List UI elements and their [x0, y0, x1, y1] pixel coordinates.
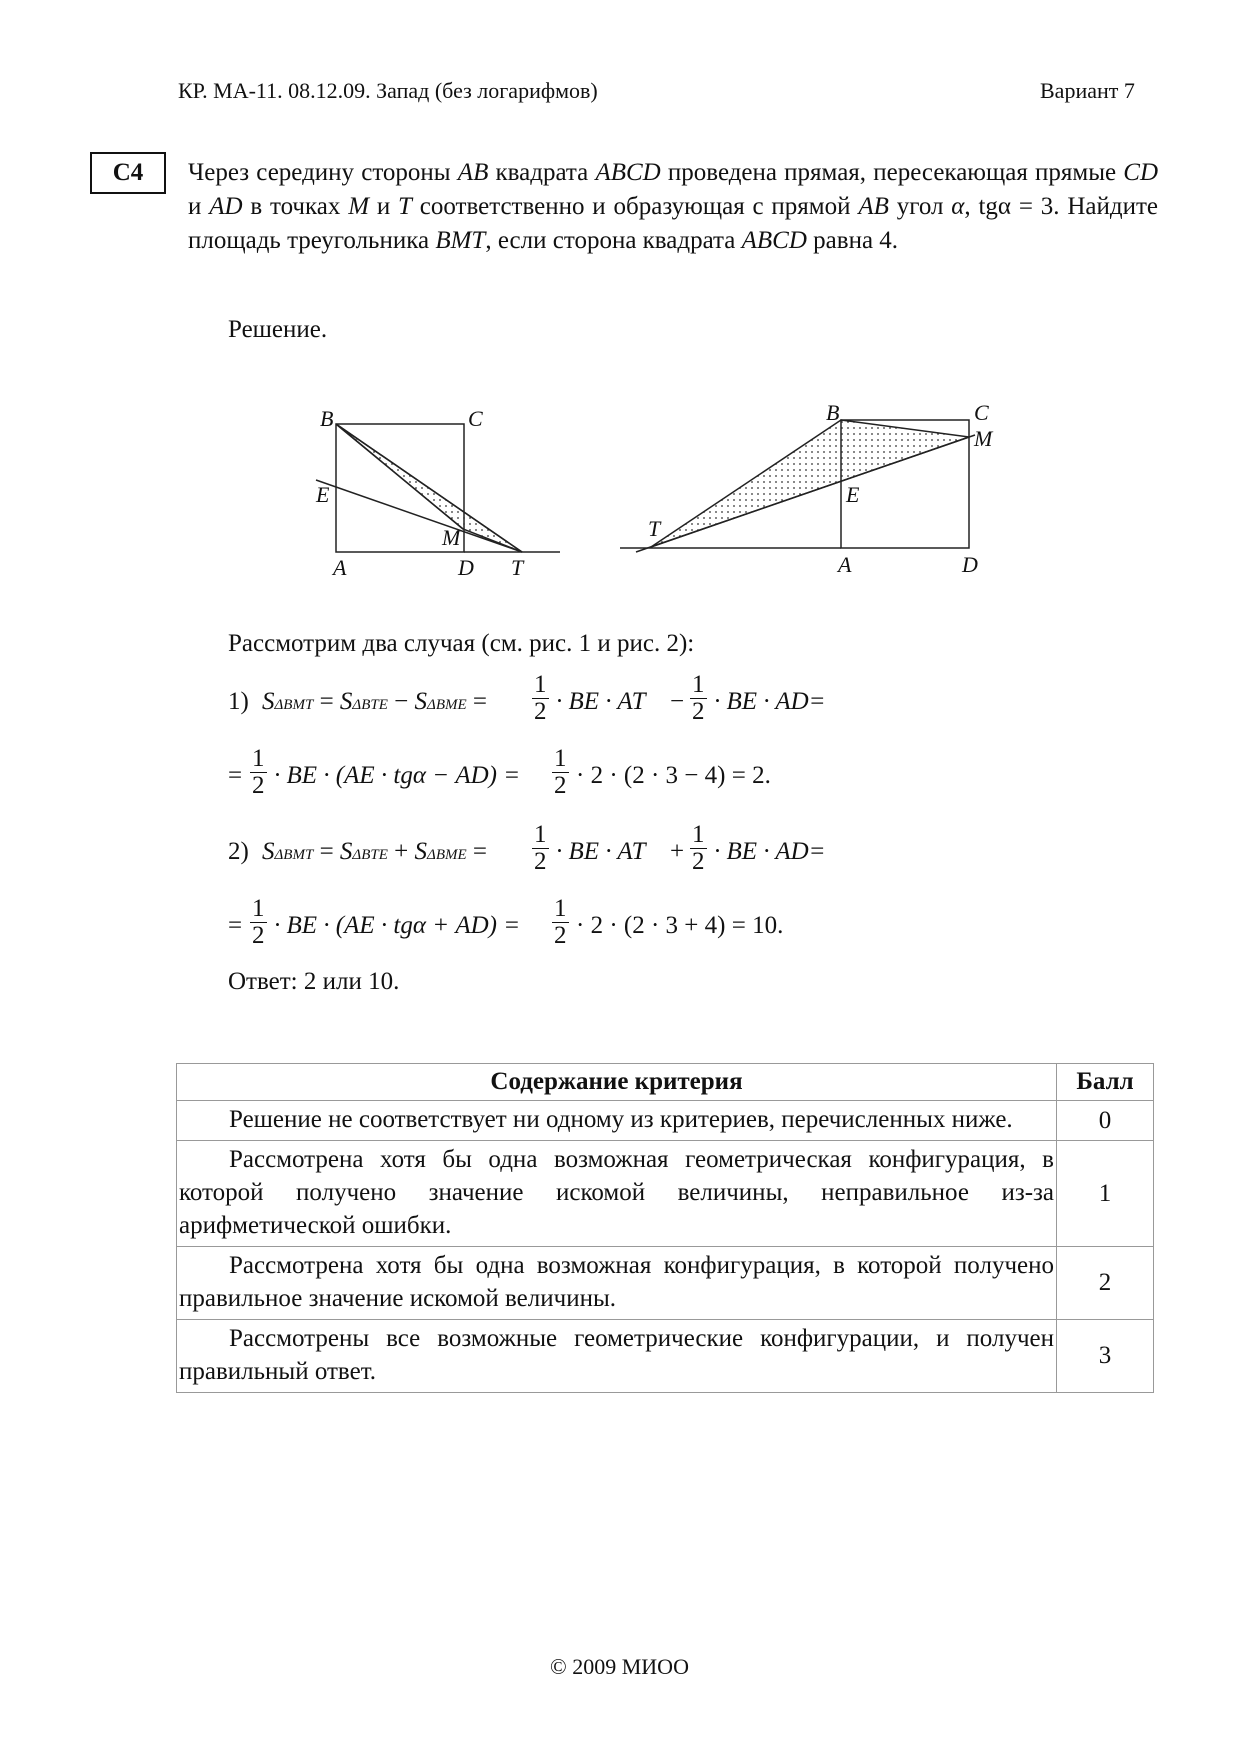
case2-formula-line1: SΔBMT = SΔBTE + SΔBME =	[262, 838, 487, 865]
label-m-fig2: M	[974, 426, 993, 451]
case1-half-3: $\frac{1}{2}$	[252, 745, 265, 799]
answer: Ответ: 2 или 10.	[228, 968, 400, 995]
header-variant: Вариант 7	[1040, 78, 1135, 103]
case1-number: 1)	[228, 688, 249, 715]
cases-intro: Рассмотрим два случая (см. рис. 1 и рис. 2):	[228, 630, 695, 657]
label-t-fig1: T	[511, 555, 524, 580]
solution-label: Решение.	[228, 316, 328, 343]
criteria-score: 3	[1057, 1320, 1154, 1393]
case2-term2: · BE · AD=	[714, 838, 826, 865]
case1-line2-a: · BE · (AE · tgα − AD) =	[274, 762, 521, 789]
case2-half-3: $\frac{1}{2}$	[252, 895, 265, 949]
criteria-header-content: Содержание критерия	[177, 1064, 1057, 1101]
label-b-fig1: B	[320, 406, 334, 431]
label-e-fig2: E	[846, 482, 860, 507]
label-d-fig1: D	[458, 555, 474, 580]
problem-statement: Через серединy стороны AB квадрата ABCD проведена прямая, пересекающая прямые CD и AD в точках M и T соответственно и образующая с прямой AB угол α, tgα = 3. Найдите площадь треугольника BMT, если сторона квадрата ABCD равна 4.	[188, 159, 1159, 254]
table-row	[177, 1247, 1154, 1320]
triangle-bmt-fig2	[651, 420, 969, 547]
label-c-fig1: C	[468, 406, 483, 431]
case2-term1: · BE · AT	[556, 838, 646, 865]
geometry-figures	[0, 390, 1239, 600]
label-b-fig2: B	[826, 400, 840, 425]
case1-eq2: =	[228, 762, 243, 789]
case2-plus: +	[670, 838, 685, 865]
case1-formula-line1: SΔBMT = SΔBTE − SΔBME =	[262, 688, 487, 715]
case2-number: 2)	[228, 838, 249, 865]
criteria-text: Рассмотрена хотя бы одна возможная геометрическая конфигурация, в которой получено значение искомой величины, неправильное из-за арифметической ошибки.	[177, 1141, 1057, 1247]
table-row	[177, 1320, 1154, 1393]
case1-half-1: $\frac{1}{2}$	[534, 671, 547, 725]
header-left: КР. МА-11. 08.12.09. Запад (без логарифмов)	[178, 78, 598, 103]
criteria-header-row	[177, 1064, 1154, 1101]
task-number-box: C4	[90, 152, 166, 194]
label-e-fig1: E	[316, 482, 330, 507]
criteria-table	[176, 1063, 1154, 1393]
criteria-text: Рассмотрена хотя бы одна возможная конфигурация, в которой получено правильное значение искомой величины.	[177, 1247, 1057, 1320]
label-t-fig2: T	[648, 516, 661, 541]
table-row	[177, 1141, 1154, 1247]
case2-line2-b: · 2 · (2 · 3 + 4) = 10.	[576, 912, 784, 939]
criteria-score: 0	[1057, 1101, 1154, 1141]
case1-half-4: $\frac{1}{2}$	[554, 745, 567, 799]
footer-copyright: © 2009 МИОО	[550, 1654, 689, 1679]
case1-line2-b: · 2 · (2 · 3 − 4) = 2.	[576, 762, 771, 789]
case2-half-2: $\frac{1}{2}$	[692, 821, 705, 875]
criteria-score: 1	[1057, 1141, 1154, 1247]
case2-half-4: $\frac{1}{2}$	[554, 895, 567, 949]
label-a-fig1: A	[333, 555, 347, 580]
figure-1	[316, 424, 560, 552]
criteria-header-score: Балл	[1057, 1064, 1154, 1101]
case1-half-2: $\frac{1}{2}$	[692, 671, 705, 725]
criteria-text: Рассмотрены все возможные геометрические конфигурации, и получен правильный ответ.	[177, 1320, 1057, 1393]
case1-term1: · BE · AT	[556, 688, 646, 715]
case2-line2-a: · BE · (AE · tgα + AD) =	[274, 912, 521, 939]
label-m-fig1: M	[442, 525, 461, 550]
case2-half-1: $\frac{1}{2}$	[534, 821, 547, 875]
label-d-fig2: D	[962, 552, 978, 577]
criteria-text: Решение не соответствует ни одному из критериев, перечисленных ниже.	[177, 1101, 1057, 1141]
case2-eq2: =	[228, 912, 243, 939]
criteria-score: 2	[1057, 1247, 1154, 1320]
table-row	[177, 1101, 1154, 1141]
label-a-fig2: A	[838, 552, 852, 577]
case1-minus: −	[670, 688, 685, 715]
figure-2	[620, 420, 975, 552]
label-c-fig2: C	[974, 400, 989, 425]
case1-term2: · BE · AD=	[714, 688, 826, 715]
